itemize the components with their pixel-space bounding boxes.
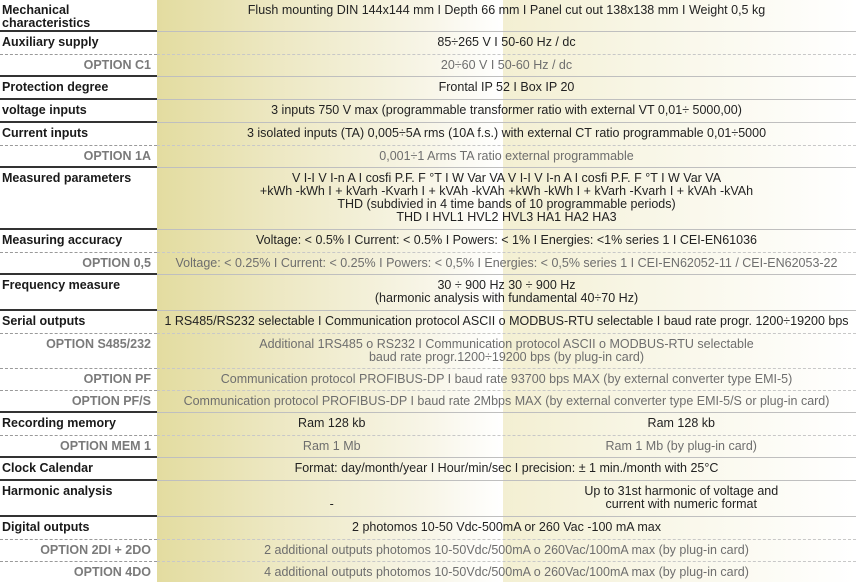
table-row xyxy=(0,457,856,480)
option-label: OPTION 1A xyxy=(0,145,157,167)
row-label: Auxiliary supply xyxy=(0,31,157,54)
row-value: Voltage: < 0.5% I Current: < 0.5% I Powers: < 1% I Energies: <1% series 1 I CEI-EN61036 xyxy=(157,229,856,252)
table-row xyxy=(0,145,856,167)
table-row xyxy=(0,31,856,54)
option-value: Communication protocol PROFIBUS-DP I baud rate 93700 bps MAX (by external converter type EMI-5) xyxy=(157,368,856,390)
table-row xyxy=(0,333,856,368)
row-label: Serial outputs xyxy=(0,310,157,333)
mem1-left: Ram 1 Mb xyxy=(157,440,507,453)
option-value: 0,001÷1 Arms TA ratio external programmable xyxy=(157,145,856,167)
option-value: 2 additional outputs photomos 10-50Vdc/500mA o 260Vac/100mA max (by plug-in card) xyxy=(157,539,856,561)
row-value: Flush mounting DIN 144x144 mm I Depth 66 mm I Panel cut out 138x138 mm I Weight 0,5 kg xyxy=(157,0,856,31)
table-row xyxy=(0,390,856,412)
row-value: Frontal IP 52 I Box IP 20 xyxy=(157,76,856,99)
table-row xyxy=(0,561,856,584)
option-label: OPTION 2DI + 2DO xyxy=(0,539,157,561)
table-row xyxy=(0,435,856,457)
row-value: 3 isolated inputs (TA) 0,005÷5A rms (10A f.s.) with external CT ratio programmable 0,01÷5000 xyxy=(157,122,856,145)
option-value: Communication protocol PROFIBUS-DP I baud rate 2Mbps MAX (by external converter type EMI-5/S or plug-in card) xyxy=(157,390,856,412)
option-label: OPTION 0,5 xyxy=(0,252,157,274)
harmonic-left: - xyxy=(157,485,507,511)
row-label: voltage inputs xyxy=(0,99,157,122)
row-label: Harmonic analysis xyxy=(0,480,157,516)
frequency-line-2: (harmonic analysis with fundamental 40÷70 Hz) xyxy=(157,292,856,305)
row-value xyxy=(157,412,856,435)
option-value xyxy=(157,435,856,457)
row-value: 3 inputs 750 V max (programmable transformer ratio with external VT 0,01÷ 5000,00) xyxy=(157,99,856,122)
row-label: Current inputs xyxy=(0,122,157,145)
table-row xyxy=(0,229,856,252)
measured-line-3: THD (subdivied in 4 time bands of 10 programmable periods) xyxy=(157,198,856,211)
table-row xyxy=(0,516,856,539)
measured-line-1: V I-I V I-n A I cosfi P.F. F °T I W Var VA V I-I V I-n A I cosfi P.F. F °T I W Var VA xyxy=(157,172,856,185)
row-value xyxy=(157,480,856,516)
table-row xyxy=(0,76,856,99)
recording-right: Ram 128 kb xyxy=(507,417,856,430)
s485-line-1: Additional 1RS485 o RS232 I Communication protocol ASCII o MODBUS-RTU selectable xyxy=(157,338,856,351)
option-label: OPTION MEM 1 xyxy=(0,435,157,457)
table-row xyxy=(0,310,856,333)
table-row xyxy=(0,412,856,435)
table-row xyxy=(0,167,856,229)
row-value: 1 RS485/RS232 selectable I Communication protocol ASCII o MODBUS-RTU selectable I baud rate progr. 1200÷19200 bps xyxy=(157,310,856,333)
option-label: OPTION C1 xyxy=(0,54,157,76)
row-value xyxy=(157,274,856,310)
row-value: 85÷265 V I 50-60 Hz / dc xyxy=(157,31,856,54)
row-label: Measured parameters xyxy=(0,167,157,229)
row-label: Recording memory xyxy=(0,412,157,435)
option-label: OPTION S485/232 xyxy=(0,333,157,368)
table-row xyxy=(0,54,856,76)
option-value xyxy=(157,333,856,368)
option-value: Voltage: < 0.25% I Current: < 0.25% I Powers: < 0,5% I Energies: < 0,5% series 1 I CEI-EN62052-11 / CEI-EN62053-22 xyxy=(157,252,856,274)
s485-line-2: baud rate progr.1200÷19200 bps (by plug-in card) xyxy=(157,351,856,364)
option-value: 20÷60 V I 50-60 Hz / dc xyxy=(157,54,856,76)
option-label: OPTION PF xyxy=(0,368,157,390)
option-value: 4 additional outputs photomos 10-50Vdc/500mA o 260Vac/100mA max (by plug-in card) xyxy=(157,561,856,584)
table-row xyxy=(0,99,856,122)
row-value xyxy=(157,167,856,229)
recording-left: Ram 128 kb xyxy=(157,417,507,430)
row-label: Frequency measure xyxy=(0,274,157,310)
measured-line-4: THD I HVL1 HVL2 HVL3 HA1 HA2 HA3 xyxy=(157,211,856,224)
row-label: Digital outputs xyxy=(0,516,157,539)
table-row xyxy=(0,539,856,561)
row-value: Format: day/month/year I Hour/min/sec I precision: ± 1 min./month with 25°C xyxy=(157,457,856,480)
mem1-right: Ram 1 Mb (by plug-in card) xyxy=(507,440,856,453)
measured-line-2: +kWh -kWh I + kVarh -Kvarh I + kVAh -kVAh +kWh -kWh I + kVarh -Kvarh I + kVAh -kVAh xyxy=(157,185,856,198)
table-row xyxy=(0,122,856,145)
harmonic-right-line-2: current with numeric format xyxy=(507,498,856,511)
frequency-line-1: 30 ÷ 900 Hz 30 ÷ 900 Hz xyxy=(157,279,856,292)
table-row xyxy=(0,274,856,310)
row-label: Measuring accuracy xyxy=(0,229,157,252)
row-label: Clock Calendar xyxy=(0,457,157,480)
harmonic-right xyxy=(507,485,856,511)
option-label: OPTION PF/S xyxy=(0,390,157,412)
row-label: Mechanical characteristics xyxy=(0,0,157,31)
row-value: 2 photomos 10-50 Vdc-500mA or 260 Vac -100 mA max xyxy=(157,516,856,539)
table-row xyxy=(0,252,856,274)
row-label: Protection degree xyxy=(0,76,157,99)
table-row xyxy=(0,368,856,390)
option-label: OPTION 4DO xyxy=(0,561,157,584)
table-row xyxy=(0,0,856,31)
harmonic-right-line-1: Up to 31st harmonic of voltage and xyxy=(507,485,856,498)
table-row xyxy=(0,480,856,516)
